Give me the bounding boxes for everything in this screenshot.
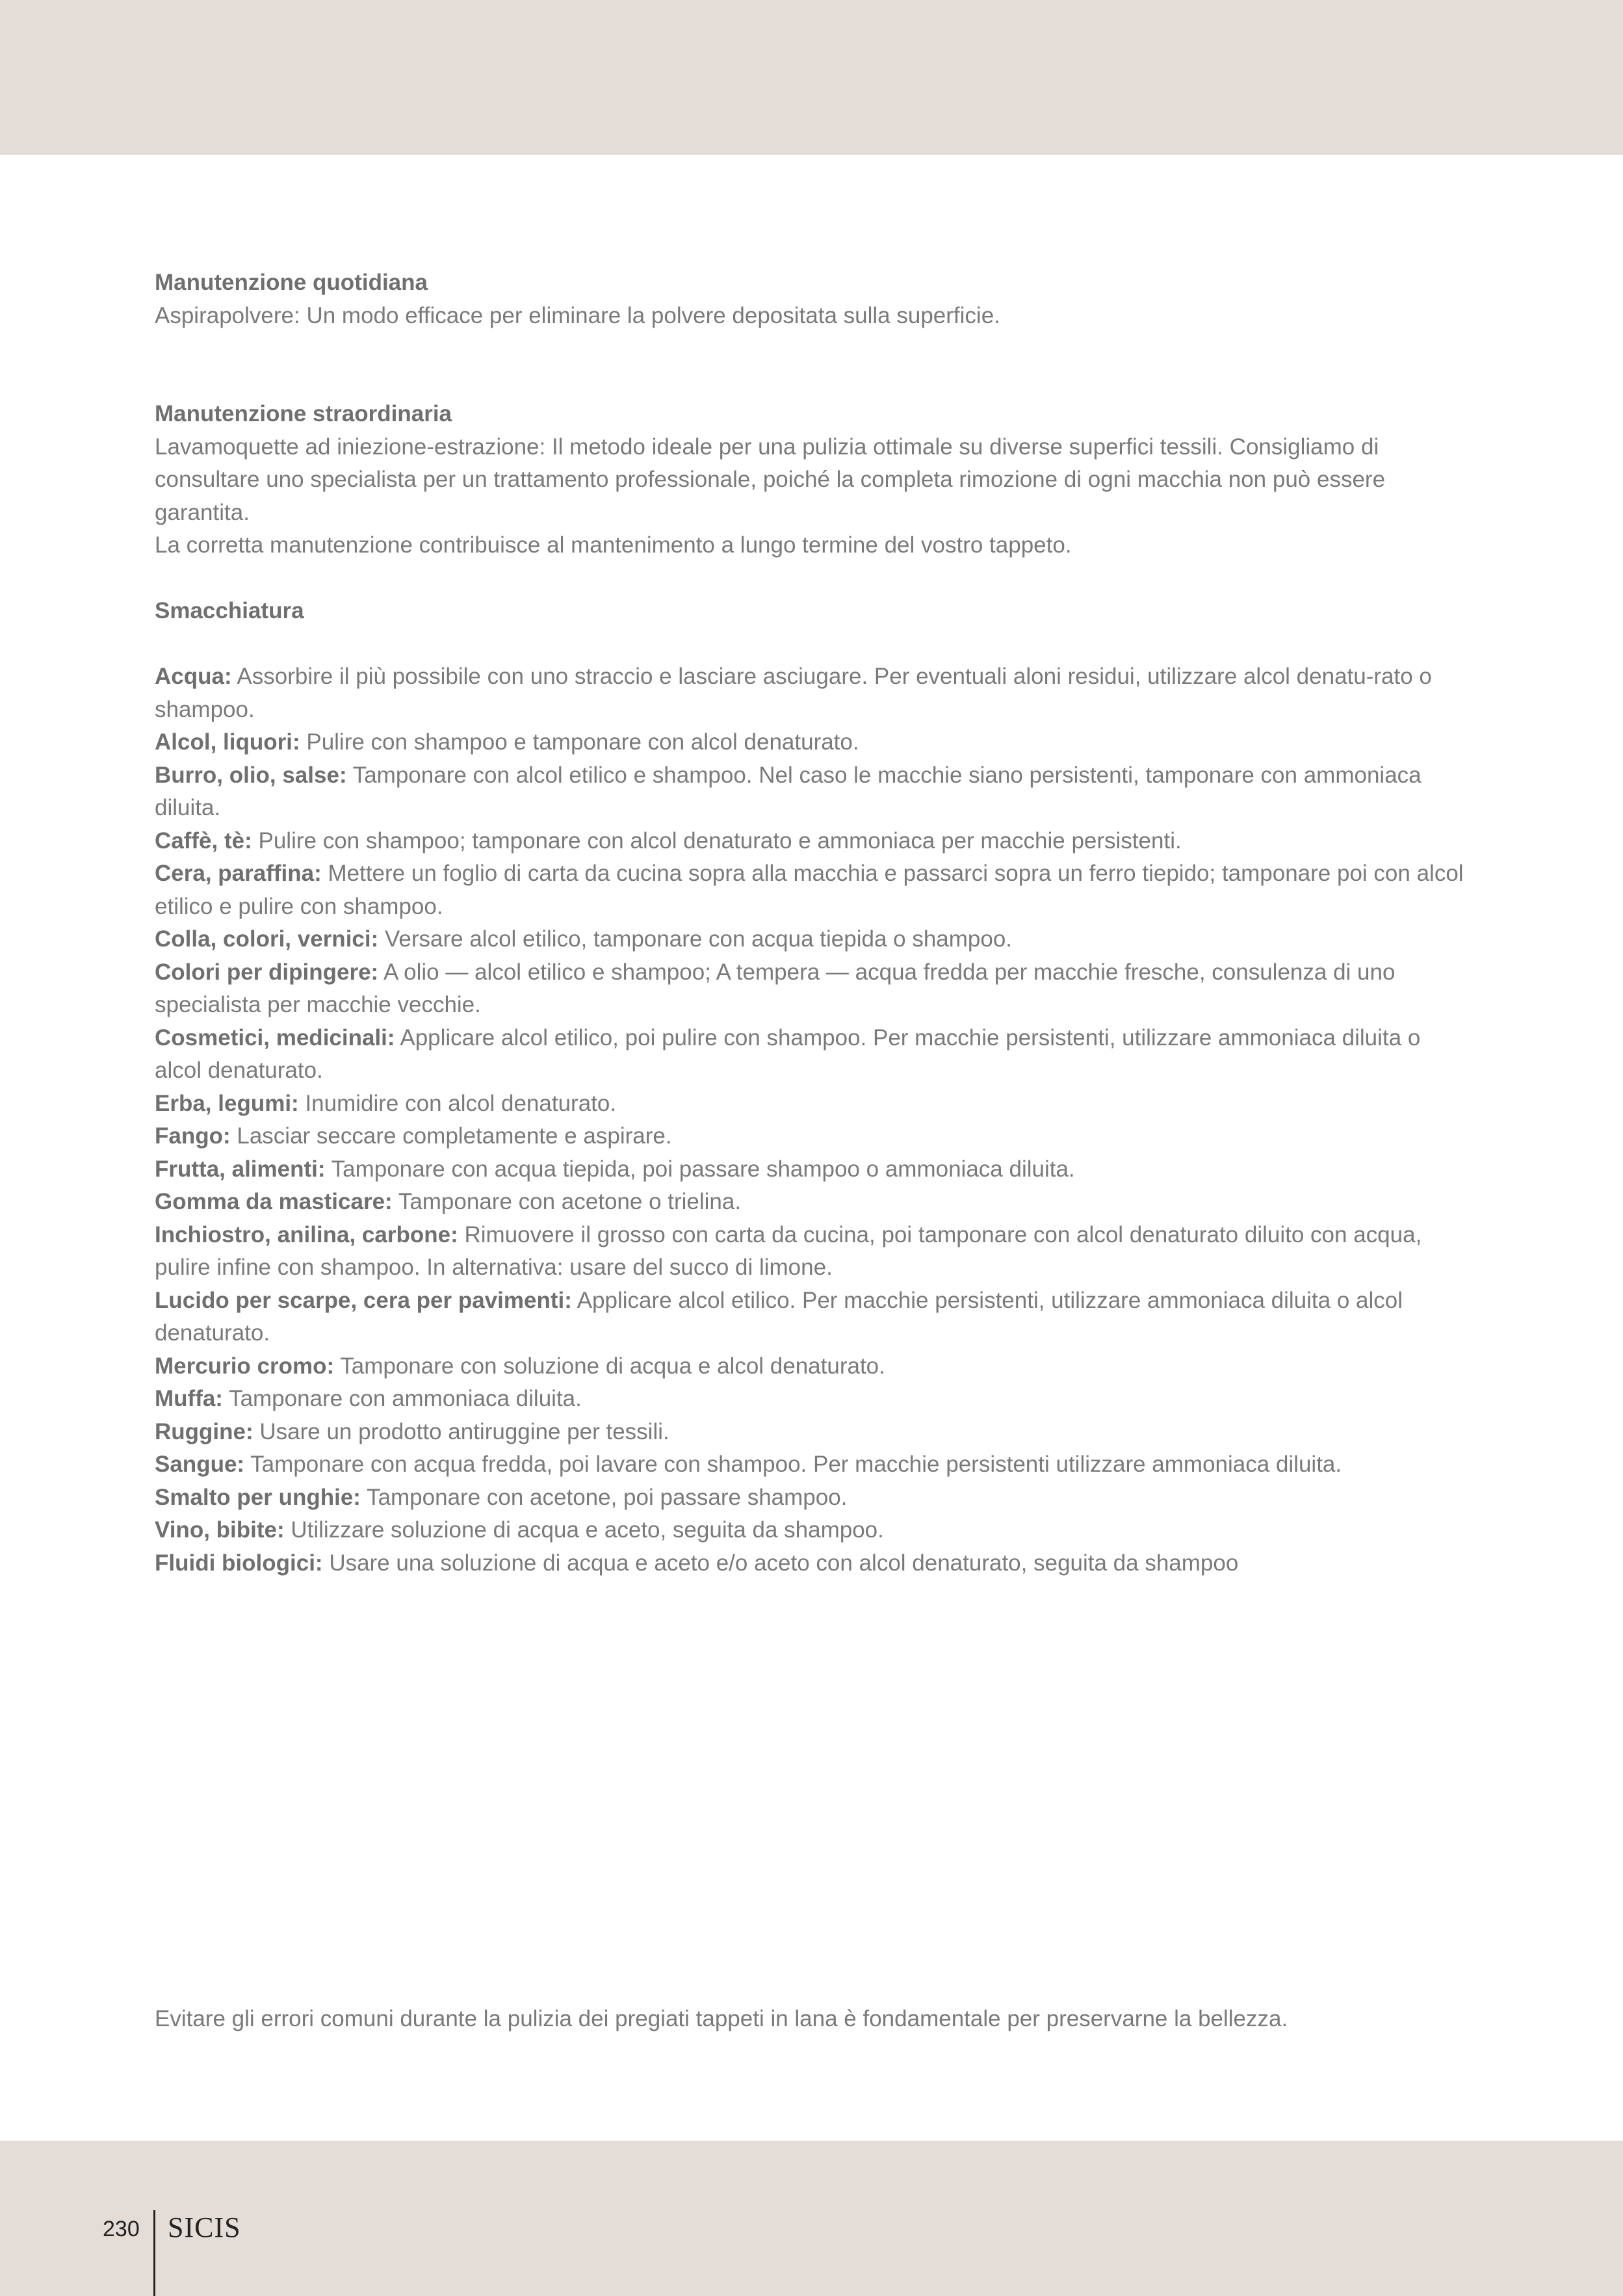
stain-name: Inchiostro, anilina, carbone: [155,1221,458,1247]
stain-name: Lucido per scarpe, cera per pavimenti: [155,1287,572,1313]
footer-divider [153,2210,155,2296]
daily-maintenance-title: Manutenzione quotidiana [155,270,428,295]
list-item [155,923,1468,956]
list-item [155,1481,1468,1515]
main-content [155,267,1468,1580]
stain-text: Assorbire il più possibile con uno straccio e lasciare asciugare. Per eventuali aloni residui, utilizzare alcol denatu-rato o shampoo. [155,664,1432,722]
stain-name: Acqua: [155,664,232,689]
stain-text: Applicare alcol etilico. Per macchie persistenti, utilizzare ammoniaca diluita o alcol denaturato. [155,1287,1403,1346]
stain-text: Pulire con shampoo e tamponare con alcol denaturato. [306,729,859,755]
list-item [155,660,1468,726]
stain-text: Tamponare con acetone o trielina. [398,1189,742,1214]
stain-text: Applicare alcol etilico, poi pulire con shampoo. Per macchie persistenti, utilizzare ammoniaca diluita o alcol denaturato. [155,1024,1421,1083]
list-item [155,956,1468,1022]
stain-text: Usare una soluzione di acqua e aceto e/o aceto con alcol denaturato, seguita da shampoo [329,1550,1239,1576]
brand-logo: SICIS [168,2211,241,2243]
stain-name: Frutta, alimenti: [155,1156,326,1182]
stain-name: Colori per dipingere: [155,959,379,985]
list-item [155,1219,1468,1285]
list-item [155,1514,1468,1547]
stain-name: Alcol, liquori: [155,729,300,755]
list-item [155,1186,1468,1219]
list-item [155,1088,1468,1121]
stain-text: Tamponare con soluzione di acqua e alcol denaturato. [340,1353,885,1379]
stain-name: Vino, bibite: [155,1517,285,1543]
stain-name: Fluidi biologici: [155,1550,323,1576]
stain-text: Inumidire con alcol denaturato. [305,1090,617,1116]
stain-text: Rimuovere il grosso con carta da cucina, poi tamponare con alcol denaturato diluito con acqua, pulire infine con shampoo. In alternativa: usare del succo di limone. [155,1221,1422,1280]
list-item [155,1285,1468,1350]
stain-name: Cera, paraffina: [155,861,322,886]
stain-name: Muffa: [155,1386,223,1411]
stain-name: Caffè, tè: [155,828,252,854]
list-item [155,726,1468,759]
stain-name: Smalto per unghie: [155,1484,361,1510]
footer-band [0,2141,1623,2296]
stain-text: Lasciar seccare completamente e aspirare. [237,1123,672,1149]
stain-name: Ruggine: [155,1418,253,1444]
list-item [155,1153,1468,1186]
list-item [155,857,1468,923]
list-item [155,1120,1468,1153]
stain-text: Pulire con shampoo; tamponare con alcol denaturato e ammoniaca per macchie persistenti. [258,828,1182,854]
list-item [155,1383,1468,1416]
stain-name: Fango: [155,1123,231,1149]
stain-removal-title: Smacchiatura [155,598,304,623]
stain-text: Tamponare con acqua fredda, poi lavare con shampoo. Per macchie persistenti utilizzare ammoniaca diluita. [250,1452,1342,1477]
daily-maintenance-text: Aspirapolvere: Un modo efficace per eliminare la polvere depositata sulla superficie. [155,302,1000,328]
stain-text: Utilizzare soluzione di acqua e aceto, seguita da shampoo. [291,1517,884,1543]
stain-text: Mettere un foglio di carta da cucina sopra alla macchia e passarci sopra un ferro tiepido; tamponare poi con alcol etilico e pulire con shampoo. [155,861,1464,919]
stain-name: Gomma da masticare: [155,1189,393,1214]
stain-text: Tamponare con acqua tiepida, poi passare shampoo o ammoniaca diluita. [331,1156,1075,1182]
extraordinary-maintenance-title: Manutenzione straordinaria [155,401,452,426]
stain-text: Usare un prodotto antiruggine per tessili. [259,1418,669,1444]
stain-text: Tamponare con acetone, poi passare shampoo. [367,1484,848,1510]
stain-text: Tamponare con ammoniaca diluita. [229,1386,582,1411]
list-item [155,1448,1468,1481]
page-number: 230 [103,2217,140,2241]
extraordinary-maintenance-note: La corretta manutenzione contribuisce al mantenimento a lungo termine del vostro tappeto. [155,532,1072,558]
stain-name: Sangue: [155,1452,245,1477]
stain-name: Burro, olio, salse: [155,762,347,788]
list-item [155,1416,1468,1449]
stain-name: Colla, colori, vernici: [155,926,379,952]
stain-text: A olio — alcol etilico e shampoo; A tempera — acqua fredda per macchie fresche, consulenza di uno specialista per macchie vecchie. [155,959,1396,1017]
header-band [0,0,1623,155]
list-item [155,759,1468,825]
list-item [155,1022,1468,1088]
list-item [155,1547,1468,1580]
stain-name: Mercurio cromo: [155,1353,335,1379]
list-item [155,1350,1468,1383]
closing-note: Evitare gli errori comuni durante la pulizia dei pregiati tappeti in lana è fondamentale per preservarne la bellezza. [155,2006,1288,2031]
stain-text: Versare alcol etilico, tamponare con acqua tiepida o shampoo. [385,926,1013,952]
stain-list [155,660,1468,1580]
stain-text: Tamponare con alcol etilico e shampoo. Nel caso le macchie siano persistenti, tamponare con ammoniaca diluita. [155,762,1422,820]
stain-name: Cosmetici, medicinali: [155,1024,395,1050]
extraordinary-maintenance-text: Lavamoquette ad iniezione-estrazione: Il metodo ideale per una pulizia ottimale su diverse superfici tessili. Consigliamo di consultare uno specialista per un trattamento professionale, poiché la completa rimozione di ogni macchia non può essere garantita. [155,434,1386,525]
stain-name: Erba, legumi: [155,1090,299,1116]
list-item [155,825,1468,858]
